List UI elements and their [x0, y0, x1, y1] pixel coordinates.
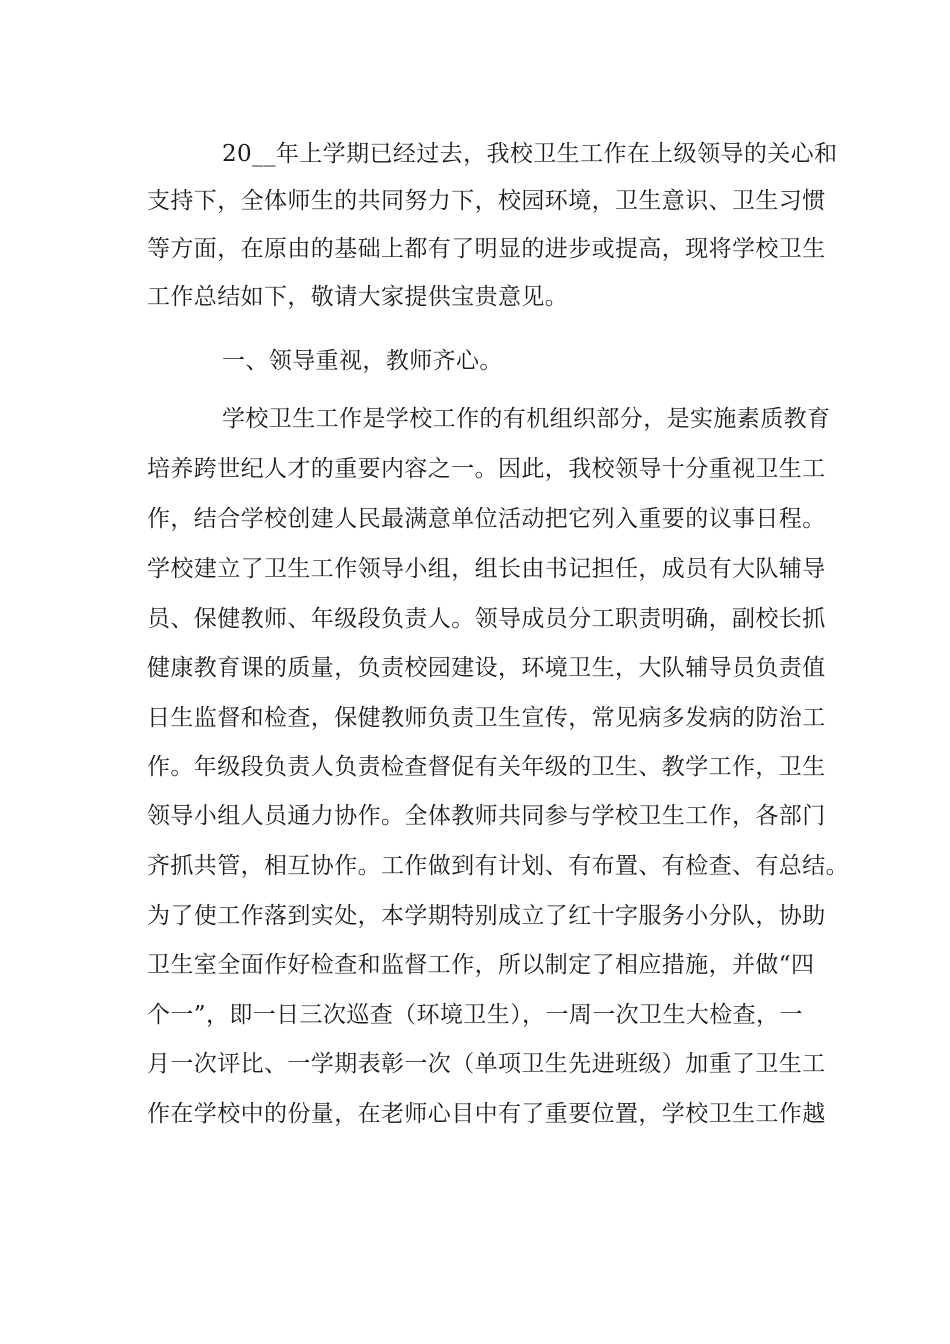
- paragraph-1-line-4: 工作总结如下，敬请大家提供宝贵意见。: [147, 284, 569, 310]
- paragraph-2-line-15: 作在学校中的份量，在老师心目中有了重要位置，学校卫生工作越: [147, 1101, 826, 1127]
- paragraph-2-line-12: 卫生室全面作好检查和监督工作，所以制定了相应措施，并做“四: [147, 952, 815, 978]
- paragraph-2-line-11: 为了使工作落到实处，本学期特别成立了红十字服务小分队，协助: [147, 903, 826, 929]
- paragraph-2-line-1: 学校卫生工作是学校工作的有机组织部分，是实施素质教育: [222, 406, 831, 432]
- paragraph-2-line-8: 作。年级段负责人负责检查督促有关年级的卫生、教学工作，卫生: [147, 754, 826, 780]
- paragraph-1-line-1: 20__年上学期已经过去，我校卫生工作在上级领导的关心和: [222, 141, 838, 167]
- paragraph-1-line-3: 等方面，在原由的基础上都有了明显的进步或提高，现将学校卫生: [147, 236, 826, 262]
- paragraph-2-line-4: 学校建立了卫生工作领导小组，组长由书记担任，成员有大队辅导: [147, 556, 826, 582]
- paragraph-2-line-7: 日生监督和检查，保健教师负责卫生宣传，常见病多发病的防治工: [147, 705, 826, 731]
- paragraph-2-line-14: 月一次评比、一学期表彰一次（单项卫生先进班级）加重了卫生工: [147, 1051, 826, 1077]
- paragraph-2-line-5: 员、保健教师、年级段负责人。领导成员分工职责明确，副校长抓: [147, 606, 826, 632]
- paragraph-2-line-6: 健康教育课的质量，负责校园建设，环境卫生，大队辅导员负责值: [147, 655, 826, 681]
- paragraph-1-line-2: 支持下，全体师生的共同努力下，校园环境，卫生意识、卫生习惯: [147, 188, 826, 214]
- paragraph-2-line-13: 个一”，即一日三次巡查（环境卫生），一周一次卫生大检查，一: [147, 1002, 803, 1028]
- paragraph-2-line-3: 作，结合学校创建人民最满意单位活动把它列入重要的议事日程。: [147, 506, 826, 532]
- paragraph-2-line-9: 领导小组人员通力协作。全体教师共同参与学校卫生工作，各部门: [147, 803, 826, 829]
- paragraph-2-line-2: 培养跨世纪人才的重要内容之一。因此，我校领导十分重视卫生工: [147, 456, 826, 482]
- section-heading: 一、领导重视，教师齐心。: [222, 348, 503, 374]
- paragraph-2-line-10: 齐抓共管，相互协作。工作做到有计划、有布置、有检查、有总结。: [147, 853, 849, 879]
